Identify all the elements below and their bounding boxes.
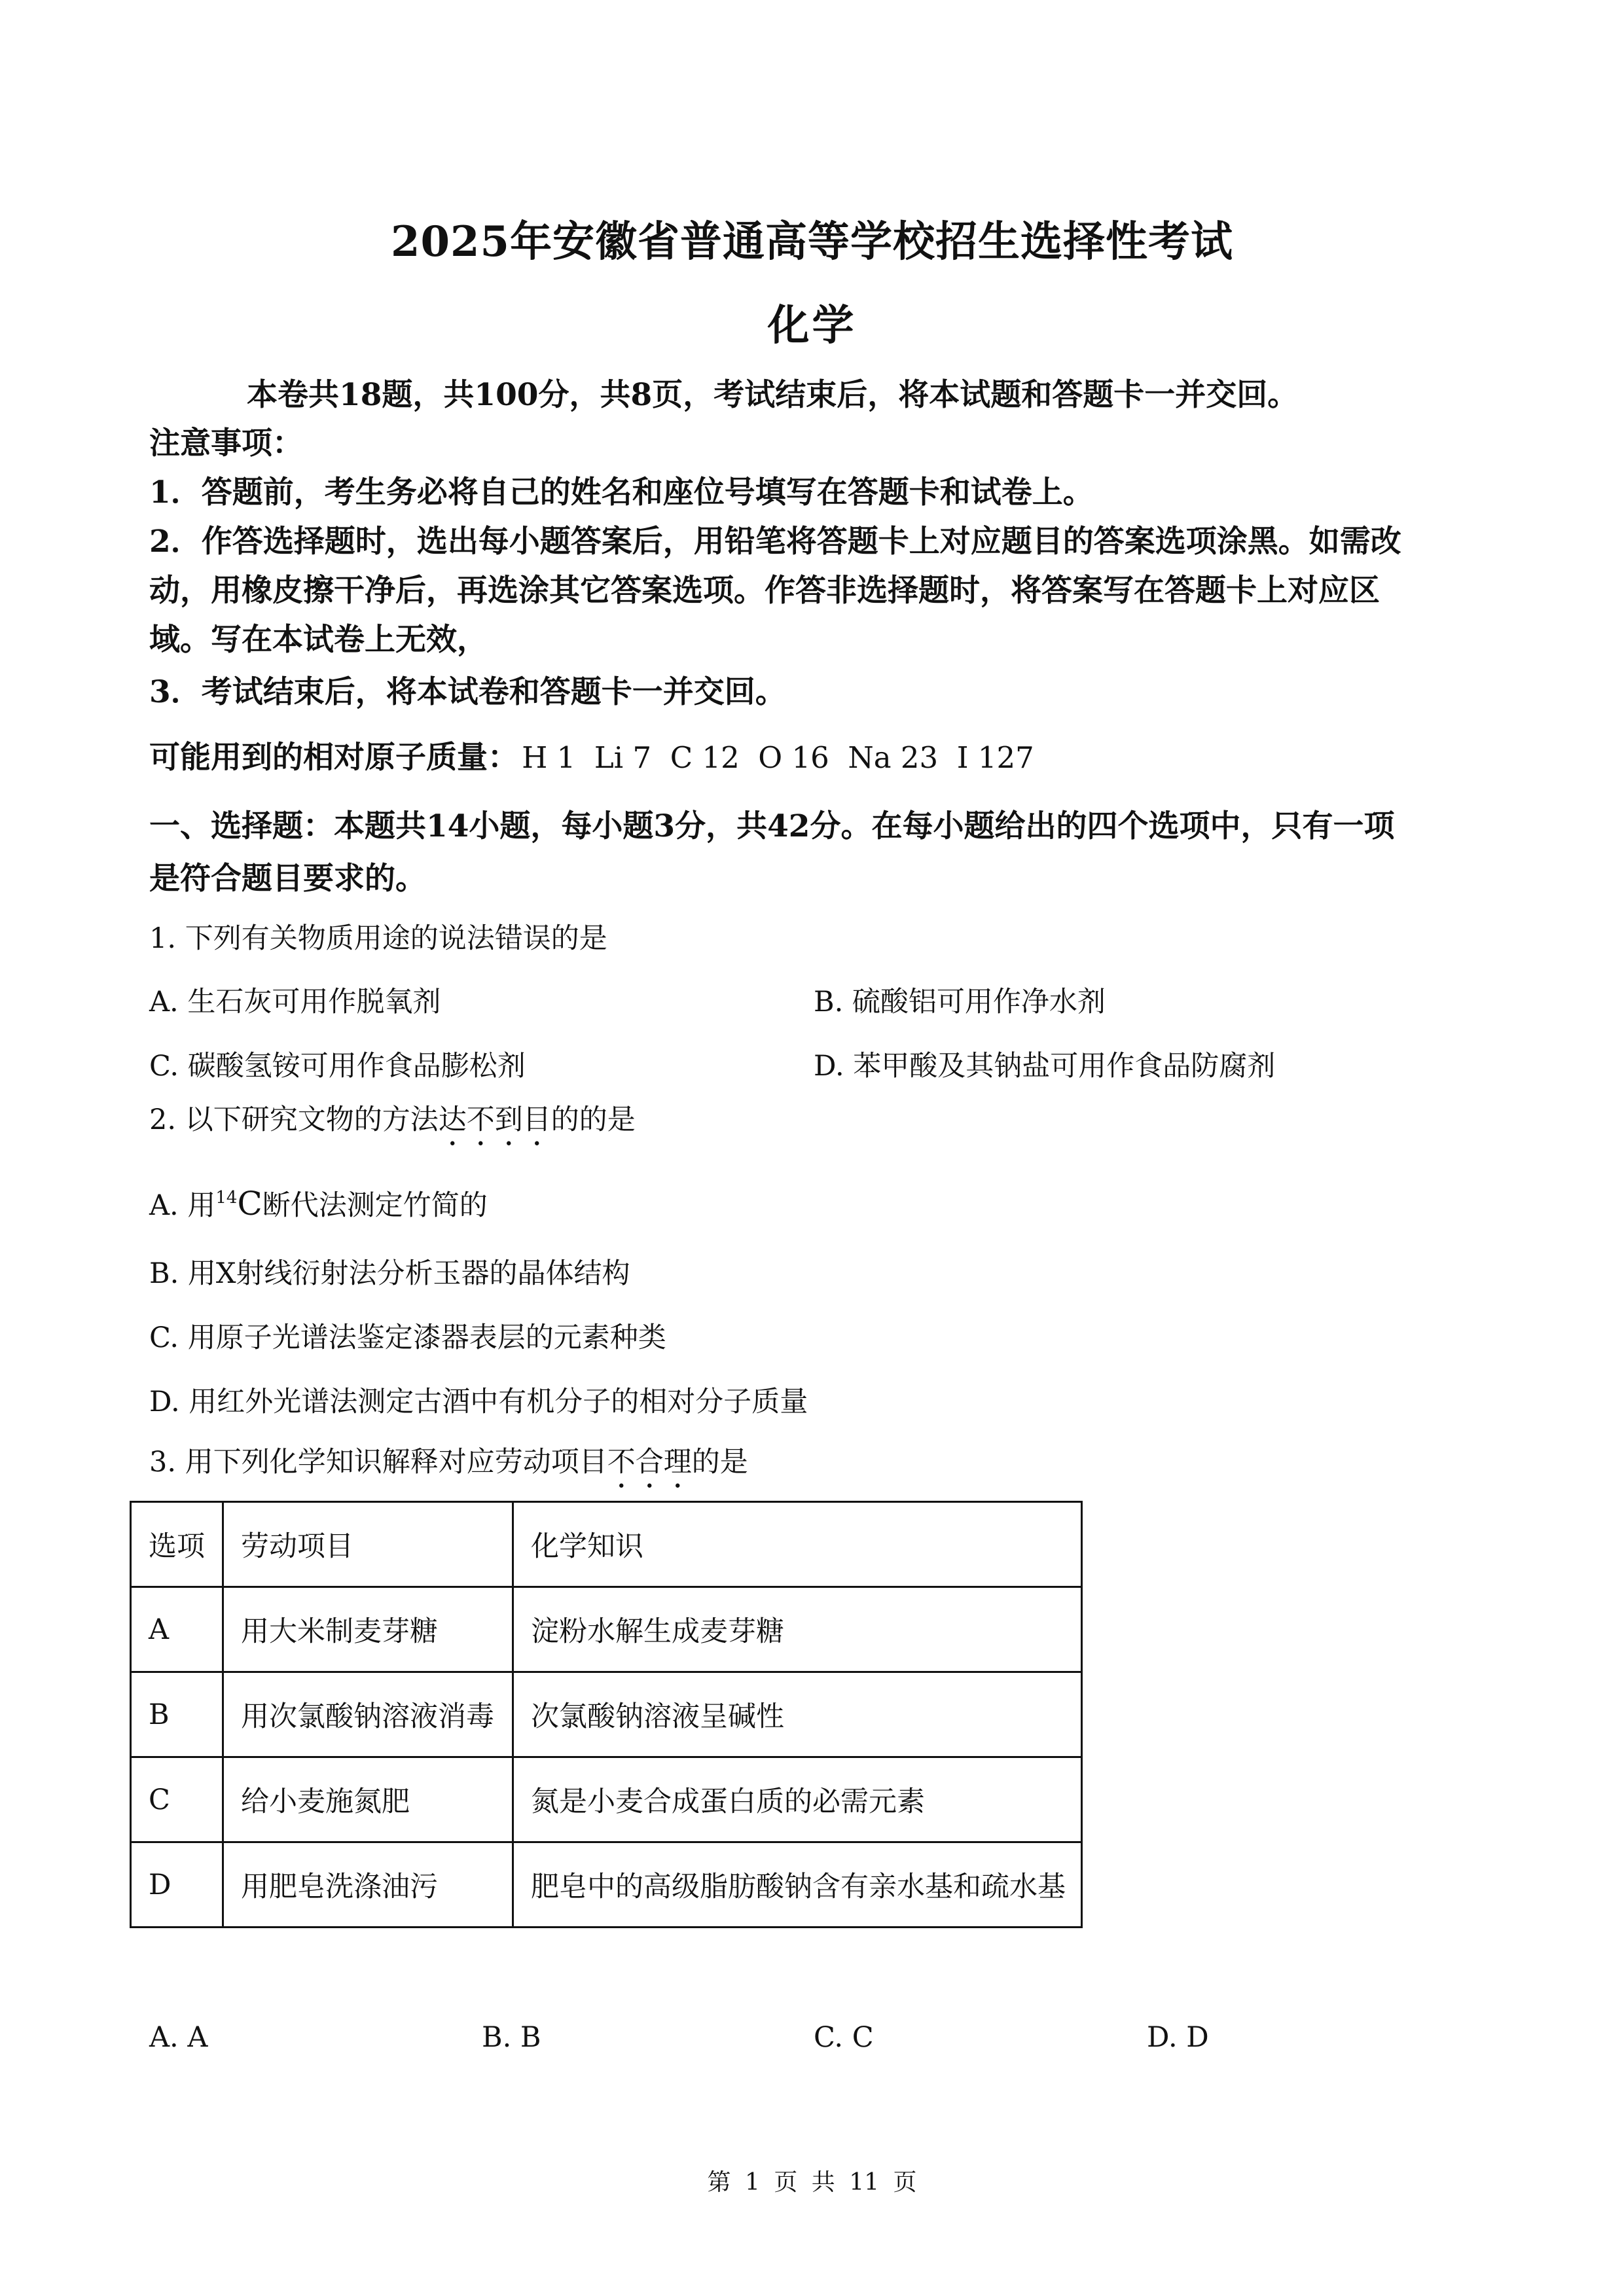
question-3-option-a: A. A	[149, 2021, 208, 2054]
question-1-stem: 1. 下列有关物质用途的说法错误的是	[149, 922, 607, 955]
question-3-stem-pre: 3. 用下列化学知识解释对应劳动项目	[149, 1446, 607, 1479]
question-1-option-b: B. 硫酸铝可用作净水剂	[814, 986, 1106, 1018]
section-1-line-2: 是符合题目要求的。	[149, 861, 426, 897]
question-2-option-c: C. 用原子光谱法鉴定漆器表层的元素种类	[149, 1321, 666, 1354]
table-cell: 淀粉水解生成麦芽糖	[513, 1587, 1082, 1672]
question-2-stem	[149, 1098, 636, 1153]
table-cell: 给小麦施氮肥	[223, 1757, 513, 1842]
atomic-masses	[149, 733, 1034, 777]
page-footer: 第 1 页 共 11 页	[707, 2169, 917, 2196]
table-row	[131, 1842, 1082, 1928]
question-3-table	[130, 1501, 1083, 1928]
question-2-option-a-pre: A. 用	[149, 1189, 216, 1222]
table-cell: 用肥皂洗涤油污	[223, 1842, 513, 1928]
question-3-option-b: B. B	[482, 2021, 541, 2054]
question-3-stem-post: 的是	[691, 1446, 748, 1479]
notice-item-3: 3．考试结束后，将本试卷和答题卡一并交回。	[149, 674, 786, 710]
table-cell: A	[131, 1587, 223, 1672]
question-2-option-b: B. 用X射线衍射法分析玉器的晶体结构	[149, 1257, 630, 1290]
notice-item-2-line-3: 域。写在本试卷上无效，	[149, 622, 488, 658]
exam-subject: 化学	[767, 301, 857, 350]
notice-item-1: 1．答题前，考生务必将自己的姓名和座位号填写在答题卡和试卷上。	[149, 475, 1094, 511]
question-3-option-d: D. D	[1147, 2021, 1209, 2054]
atomic-masses-values: H 1 Li 7 C 12 O 16 Na 23 I 127	[522, 740, 1034, 775]
atomic-masses-label: 可能用到的相对原子质量：	[149, 740, 518, 776]
table-cell: B	[131, 1672, 223, 1757]
table-row	[131, 1672, 1082, 1757]
isotope-mass-number: 14	[215, 1188, 238, 1208]
table-header-row	[131, 1502, 1082, 1587]
table-header-cell: 选项	[131, 1502, 223, 1587]
question-2-option-d: D. 用红外光谱法测定古酒中有机分子的相对分子质量	[149, 1386, 808, 1418]
table-header-cell: 化学知识	[513, 1502, 1082, 1587]
table-cell: D	[131, 1842, 223, 1928]
question-1-option-d: D. 苯甲酸及其钠盐可用作食品防腐剂	[814, 1050, 1276, 1083]
table-row	[131, 1757, 1082, 1842]
question-1-option-c: C. 碳酸氢铵可用作食品膨松剂	[149, 1050, 526, 1083]
question-3-stem-emphasis: 不合理	[607, 1446, 692, 1479]
table-cell: 氮是小麦合成蛋白质的必需元素	[513, 1757, 1082, 1842]
table-row	[131, 1587, 1082, 1672]
notice-heading: 注意事项：	[149, 425, 303, 461]
table-cell: 次氯酸钠溶液呈碱性	[513, 1672, 1082, 1757]
table-cell: 用次氯酸钠溶液消毒	[223, 1672, 513, 1757]
question-3-option-c: C. C	[814, 2021, 874, 2054]
notice-item-2-line-1: 2．作答选择题时，选出每小题答案后，用铅笔将答题卡上对应题目的答案选项涂黑。如需改	[149, 524, 1401, 560]
question-2-stem-pre: 2. 以下研究文物的方法	[149, 1103, 439, 1136]
question-1-option-a: A. 生石灰可用作脱氧剂	[149, 986, 441, 1018]
exam-title: 2025年安徽省普通高等学校招生选择性考试	[390, 217, 1234, 266]
table-cell: C	[131, 1757, 223, 1842]
question-2-stem-post: 的的是	[550, 1103, 636, 1136]
notice-item-2-line-2: 动，用橡皮擦干净后，再选涂其它答案选项。作答非选择题时，将答案写在答题卡上对应区	[149, 573, 1380, 609]
table-cell: 用大米制麦芽糖	[223, 1587, 513, 1672]
isotope-element: C	[237, 1185, 262, 1223]
question-2-option-a	[149, 1183, 488, 1223]
question-2-stem-emphasis: 达不到目	[438, 1103, 551, 1136]
section-1-line-1: 一、选择题：本题共14小题，每小题3分，共42分。在每小题给出的四个选项中，只有一项	[149, 808, 1395, 844]
table-cell: 肥皂中的高级脂肪酸钠含有亲水基和疏水基	[513, 1842, 1082, 1928]
question-3-stem	[149, 1440, 748, 1495]
question-2-option-a-post: 断代法测定竹简的	[262, 1189, 488, 1222]
exam-intro: 本卷共18题，共100分，共8页，考试结束后，将本试题和答题卡一并交回。	[247, 377, 1299, 413]
table-header-cell: 劳动项目	[223, 1502, 513, 1587]
